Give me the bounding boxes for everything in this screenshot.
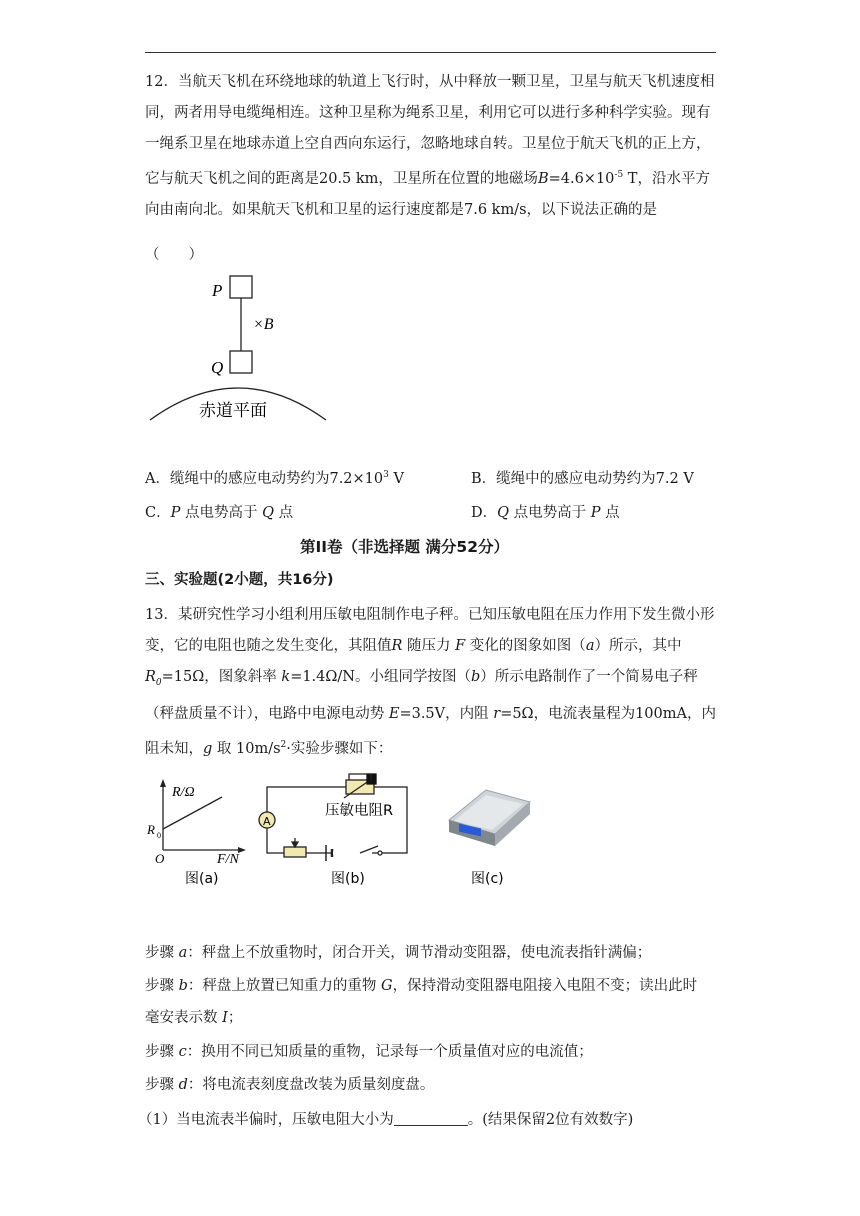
svg-text:O: O [155,851,165,866]
figure-c-scale [449,790,530,846]
answer-paren: （ ） [145,247,203,263]
step-a: 步骤 a：秤盘上不放重物时，闭合开关，调节滑动变阻器，使电流表指针满偏； [145,945,652,961]
svg-text:F/N: F/N [217,852,239,867]
step-b: 步骤 b：秤盘上放置已知重力的重物 G，保持滑动变阻器电阻接入电阻不变；读出此时 [145,978,698,994]
section-title: 第II卷（非选择题 满分52分） [300,538,510,556]
svg-text:图(b): 图(b) [331,871,365,887]
svg-text:图(c): 图(c) [471,871,504,887]
step-d: 步骤 d：将电流表刻度盘改装为质量刻度盘。 [145,1077,435,1093]
r-vs-f-line [163,797,222,829]
section-subtitle: 三、实验题(2小题，共16分) [145,572,334,588]
step-c: 步骤 c：换用不同已知质量的重物，记录每一个质量值对应的电流值； [145,1044,593,1060]
question-12-text: 12．当航天飞机在环绕地球的轨道上飞行时，从中释放一颗卫星，卫星与航天飞机速度相同，两者用导电缆绳相连。这种卫星称为绳系卫星，利用它可以进行多种科学实验。现有一绳系卫星在地球赤道上空自西向东运行，忽略地球自转。卫星位于航天飞机的正上方，它与航天飞机之间的距离是20.5 km，卫星所在位置的地磁场$B=4.6\times 10^{-5}$ T，沿水平方向由南向北。如果航天飞机和卫星的运行速度都是7.6 km/s，以下说法正确的是 [145,74,715,218]
svg-text:R: R [147,822,155,837]
label-b: ×B [253,316,274,333]
svg-text:0: 0 [157,831,161,840]
answer-blank[interactable] [394,1111,468,1126]
question-number: 13． [145,607,178,623]
svg-text:R/Ω: R/Ω [172,785,195,800]
question-number: 12． [145,74,178,90]
sub-question-1: （1）当电流表半偏时，压敏电阻大小为 。(结果保留2位有效数字) [138,1112,634,1128]
pressure-resistor-label: 压敏电阻R [325,803,394,819]
svg-text:图(a): 图(a) [185,871,219,887]
label-p: P [212,281,223,300]
ammeter-label: A [263,815,271,828]
label-q: Q [211,358,224,377]
option-c[interactable]: C．P 点电势高于 Q 点 [145,505,294,521]
question-13-text: 13．某研究性学习小组利用压敏电阻制作电子秤。已知压敏电阻在压力作用下发生微小形变，它的电阻也随之发生变化，其阻值R 随压力 F 变化的图象如图（a）所示，其中$R_0=15\Omega$，图象斜率 k=1.4Ω/N。小组同学按图（b）所示电路制作了一个简易电子秤（秤盘质量不计），电路中电源电动势 E=3.5V，内阻 r=5Ω，电流表量程为100mA，内阻未知，g 取 $10m/s^2\cdot$实验步骤如下： [145,607,716,757]
option-a[interactable]: A．缆绳中的感应电动势约为$7.2\times 10^3$ V [145,470,404,487]
figure-a-graph [146,779,246,887]
option-d[interactable]: D．Q 点电势高于 P 点 [471,505,620,521]
step-b-cont: 毫安表示数 I； [145,1010,243,1026]
option-b[interactable]: B．缆绳中的感应电动势约为7.2 V [471,471,694,487]
label-equator: 赤道平面 [199,401,267,421]
